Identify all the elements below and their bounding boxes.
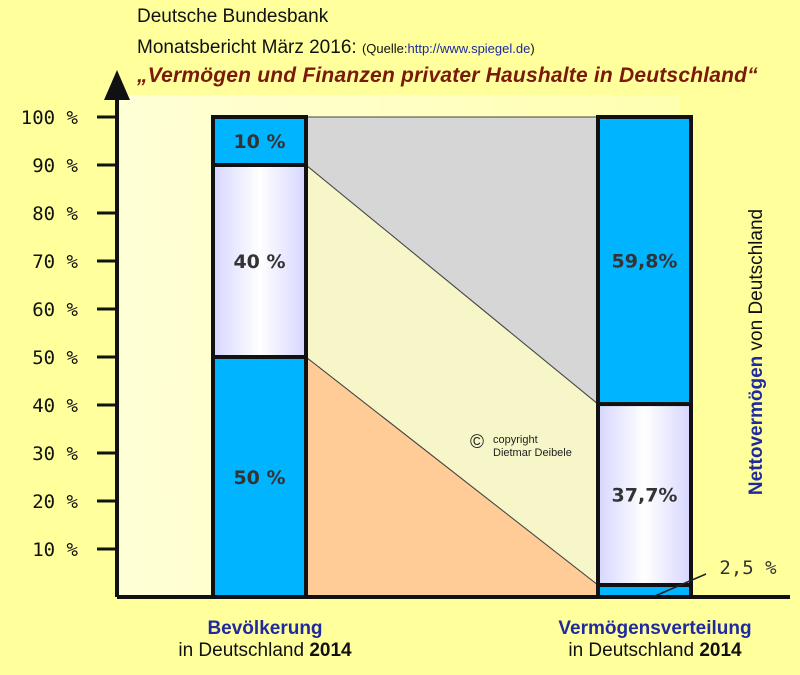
report-line xyxy=(137,37,535,59)
y-tick-label: 70 % xyxy=(32,251,78,273)
report-name: Monatsbericht März 2016: xyxy=(137,37,357,58)
category-year: 2014 xyxy=(309,640,352,661)
side-label-normal: von Deutschland xyxy=(746,208,767,351)
side-axis-label xyxy=(746,209,768,495)
source-title: Deutsche Bundesbank xyxy=(137,6,329,27)
y-tick-label: 80 % xyxy=(32,203,78,225)
chart-title: „Vermögen und Finanzen privater Haushalte in Deutschland“ xyxy=(137,64,758,87)
y-tick-label: 90 % xyxy=(32,155,78,177)
segment-label: 10 % xyxy=(233,131,286,153)
source-suffix: ) xyxy=(530,41,535,56)
category-subtitle: in Deutschland xyxy=(178,640,305,661)
category-year: 2014 xyxy=(699,640,742,661)
y-tick-label: 10 % xyxy=(32,539,78,561)
category-title: Vermögensverteilung xyxy=(558,618,752,639)
y-axis-arrow-icon xyxy=(104,70,130,100)
category-title: Bevölkerung xyxy=(207,618,323,639)
source-link[interactable]: http://www.spiegel.de xyxy=(407,41,531,56)
y-tick-label: 50 % xyxy=(32,347,78,369)
category-label-wealth xyxy=(535,618,775,662)
category-subtitle: in Deutschland xyxy=(568,640,695,661)
source-prefix: (Quelle: xyxy=(361,41,408,56)
y-tick-label: 100 % xyxy=(20,107,78,129)
segment-label: 40 % xyxy=(233,251,286,273)
copyright-author: Dietmar Deibele xyxy=(493,447,572,459)
side-label-bold: Nettovermögen xyxy=(746,355,767,496)
category-label-population xyxy=(145,618,385,662)
copyright-icon: © xyxy=(470,432,484,453)
y-tick-label: 30 % xyxy=(32,443,78,465)
y-tick-label: 40 % xyxy=(32,395,78,417)
segment-label: 59,8% xyxy=(611,250,678,273)
segment-label: 50 % xyxy=(233,467,286,489)
segment-label: 37,7% xyxy=(611,484,678,507)
segment-label: 2,5 % xyxy=(719,557,777,579)
y-tick-label: 60 % xyxy=(32,299,78,321)
y-tick-label: 20 % xyxy=(32,491,78,513)
copyright-word: copyright xyxy=(493,434,538,446)
